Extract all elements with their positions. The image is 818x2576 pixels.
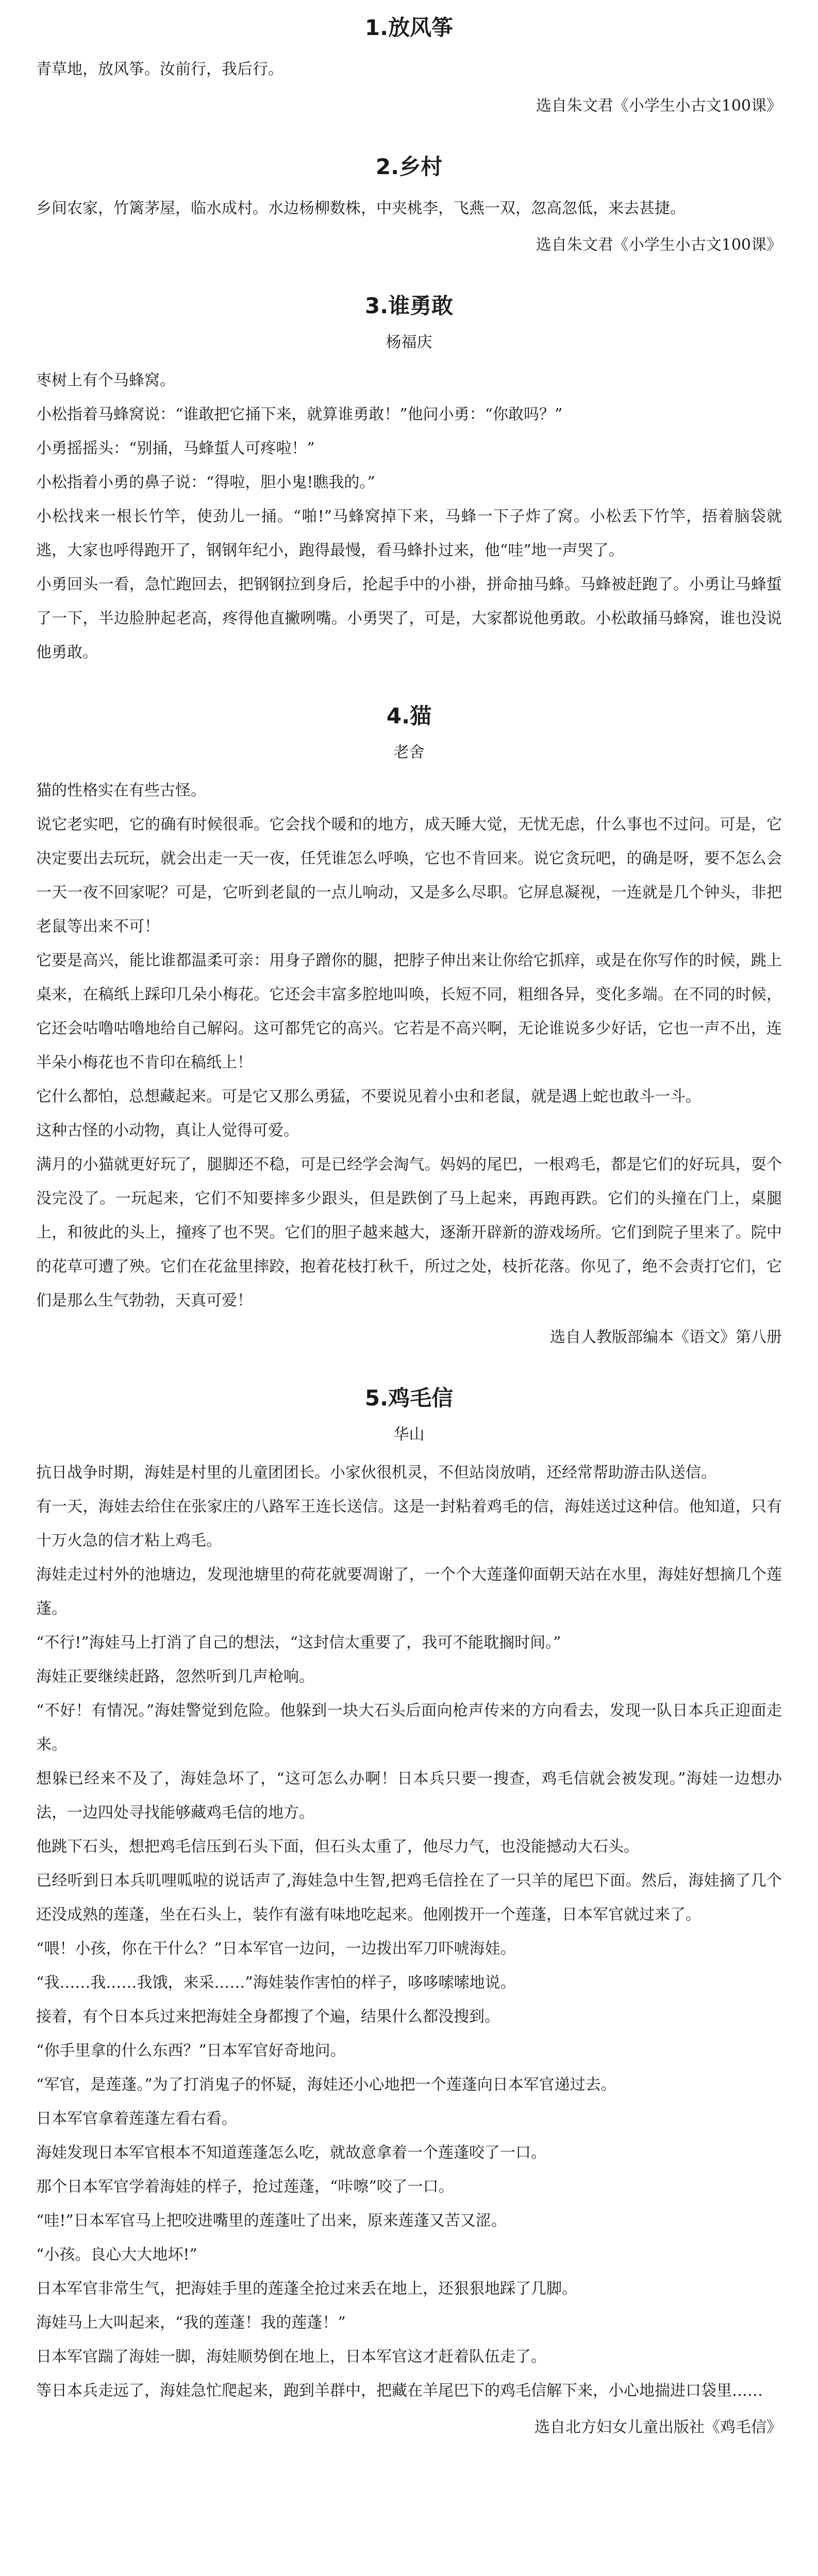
paragraph: “军官，是莲蓬。”为了打消鬼子的怀疑，海娃还小心地把一个莲蓬向日本军官递过去。: [36, 2076, 616, 2094]
paragraph: 青草地，放风筝。汝前行，我后行。: [36, 60, 283, 78]
paragraph: 日本军官非常生气，把海娃手里的莲蓬全抢过来丢在地上，还狠狠地踩了几脚。: [36, 2280, 577, 2298]
paragraph: 有一天，海娃去给住在张家庄的八路军王连长送信。这是一封粘着鸡毛的信，海娃送过这种信。他知道，只有十万火急的信才粘上鸡毛。: [36, 1498, 782, 1550]
paragraph: 小松找来一根长竹竿，使劲儿一捅。“啪!”马蜂窝掉下来，马蜂一下子炸了窝。小松丢下竹竿，捂着脑袋就逃，大家也呼得跑开了，钢钢年纪小，跑得最慢，看马蜂扑过来，他“哇”地一声哭了。: [36, 507, 782, 560]
paragraph: 小松指着马蜂窝说：“谁敢把它捅下来，就算谁勇敢！”他问小勇：“你敢吗？”: [36, 405, 563, 423]
source-citation: 选自人教版部编本《语文》第八册: [550, 1328, 782, 1346]
paragraph: 抗日战争时期，海娃是村里的儿童团团长。小家伙很机灵，不但站岗放哨，还经常帮助游击队送信。: [36, 1464, 716, 1482]
paragraph: “不好！有情况。”海娃警觉到危险。他躲到一块大石头后面向枪声传来的方向看去，发现一队日本兵正迎面走来。: [36, 1702, 782, 1754]
paragraph: 他跳下石头，想把鸡毛信压到石头下面，但石头太重了，他尽力气，也没能撼动大石头。: [36, 1838, 639, 1856]
paragraph: 小勇摇摇头：“别捅，马蜂蜇人可疼啦！”: [36, 439, 315, 457]
paragraph: “不行!”海娃马上打消了自己的想法，“这封信太重要了，我可不能耽搁时间。”: [36, 1634, 561, 1652]
paragraph: 小松指着小勇的鼻子说：“得啦，胆小鬼!瞧我的。”: [36, 473, 375, 492]
paragraph: 枣树上有个马蜂窝。: [36, 371, 175, 389]
paragraph: 满月的小猫就更好玩了，腿脚还不稳，可是已经学会淘气。妈妈的尾巴，一根鸡毛，都是它们的好玩具，耍个没完没了。一玩起来，它们不知要摔多少跟头，但是跌倒了马上起来，再跑再跌。它们的头撞在门上，桌腿上，和彼此的头上，撞疼了也不哭。它们的胆子越来越大，逐渐开辟新的游戏场所。它们到院子里来了。院中的花草可遭了殃。它们在花盆里摔跤，抱着花枝打秋千，所过之处，枝折花落。你见了，绝不会责打它们，它们是那么生气勃勃，天真可爱！: [36, 1156, 782, 1310]
paragraph: “小孩。良心大大地坏!”: [36, 2246, 197, 2264]
paragraph: 等日本兵走远了，海娃急忙爬起来，跑到羊群中，把藏在羊尾巴下的鸡毛信解下来，小心地揣进口袋里……: [36, 2382, 763, 2400]
paragraph: “哇!”日本军官马上把咬进嘴里的莲蓬吐了出来，原来莲蓬又苦又涩。: [36, 2212, 507, 2230]
source-citation: 选自北方妇女儿童出版社《鸡毛信》: [535, 2418, 782, 2436]
paragraph: 海娃正要继续赶路，忽然听到几声枪响。: [36, 1668, 314, 1686]
author-name: 老舍: [393, 743, 425, 761]
paragraph: 那个日本军官学着海娃的样子，抢过莲蓬，“咔嚓”咬了一口。: [36, 2178, 454, 2196]
paragraph: 这种古怪的小动物，真让人觉得可爱。: [36, 1122, 299, 1140]
section-fang-fengzheng: [36, 12, 782, 121]
paragraph: 海娃发现日本军官根本不知道莲蓬怎么吃，就故意拿着一个莲蓬咬了一口。: [36, 2144, 546, 2162]
section-title: 3.谁勇敢: [364, 293, 454, 318]
section-title: 1.放风筝: [364, 15, 454, 40]
section-title: 2.乡村: [375, 154, 443, 179]
paragraph: 乡间农家，竹篱茅屋，临水成村。水边杨柳数株，中夹桃李，飞燕一双，忽高忽低，来去甚捷。: [36, 199, 686, 217]
paragraph: 海娃走过村外的池塘边，发现池塘里的荷花就要凋谢了，一个个大莲蓬仰面朝天站在水里，海娃好想摘几个莲蓬。: [36, 1566, 782, 1618]
source-citation: 选自朱文君《小学生小古文100课》: [536, 236, 782, 254]
paragraph: 它什么都怕，总想藏起来。可是它又那么勇猛，不要说见着小虫和老鼠，就是遇上蛇也敢斗一斗。: [36, 1088, 701, 1106]
author-name: 华山: [393, 1426, 425, 1444]
paragraph: 想躲已经来不及了，海娃急坏了，“这可怎么办啊！日本兵只要一搜查，鸡毛信就会被发现。”海娃一边想办法，一边四处寻找能够藏鸡毛信的地方。: [36, 1770, 782, 1822]
author-name: 杨福庆: [386, 333, 432, 351]
paragraph: 它要是高兴，能比谁都温柔可亲：用身子蹭你的腿，把脖子伸出来让你给它抓痒，或是在你写作的时候，跳上桌来，在稿纸上踩印几朵小梅花。它还会丰富多腔地叫唤，长短不同，粗细各异，变化多端。在不同的时候，它还会咕噜咕噜地给自己解闷。这可都凭它的高兴。它若是不高兴啊，无论谁说多少好话，它也一声不出，连半朵小梅花也不肯印在稿纸上！: [36, 952, 782, 1072]
section-xiangcun: [36, 151, 782, 260]
paragraph: 接着，有个日本兵过来把海娃全身都搜了个遍，结果什么都没搜到。: [36, 2008, 500, 2026]
paragraph: 小勇回头一看，急忙跑回去，把钢钢拉到身后，抡起手中的小褂，拼命抽马蜂。马蜂被赶跑了。小勇让马蜂蜇了一下，半边脸肿起老高，疼得他直撇咧嘴。小勇哭了，可是，大家都说他勇敢。小松敢捅马蜂窝，谁也没说他勇敢。: [36, 575, 782, 662]
paragraph: “我……我……我饿，来采……”海娃装作害怕的样子，哆哆嗦嗦地说。: [36, 1974, 516, 1992]
section-title: 5.鸡毛信: [364, 1385, 454, 1411]
paragraph: “你手里拿的什么东西？”日本军官好奇地问。: [36, 2042, 346, 2060]
paragraph: 日本军官拿着莲蓬左看右看。: [36, 2110, 237, 2128]
paragraph: 已经听到日本兵叽哩呱啦的说话声了,海娃急中生智,把鸡毛信拴在了一只羊的尾巴下面。然后，海娃摘了几个还没成熟的莲蓬，坐在石头上，装作有滋有味地吃起来。他刚拨开一个莲蓬，日本军官就过来了。: [36, 1872, 782, 1924]
paragraph: 猫的性格实在有些古怪。: [36, 782, 206, 800]
paragraph: “喂！小孩，你在干什么？”日本军官一边问，一边拨出军刀吓唬海娃。: [36, 1940, 516, 1958]
paragraph: 日本军官踹了海娃一脚，海娃顺势倒在地上，日本军官这才赶着队伍走了。: [36, 2348, 546, 2366]
section-jimao-xin: [36, 1383, 782, 2442]
section-title: 4.猫: [386, 703, 432, 728]
section-mao: [36, 701, 782, 1352]
section-shei-yonggan: [36, 291, 782, 670]
source-citation: 选自朱文君《小学生小古文100课》: [536, 97, 782, 115]
paragraph: 海娃马上大叫起来，“我的莲蓬！我的莲蓬！”: [36, 2314, 346, 2332]
paragraph: 说它老实吧，它的确有时候很乖。它会找个暖和的地方，成天睡大觉，无忧无虑，什么事也不过问。可是，它决定要出去玩玩，就会出走一天一夜，任凭谁怎么呼唤，它也不肯回来。说它贪玩吧，的确是呀，要不怎么会一天一夜不回家呢？可是，它听到老鼠的一点儿响动，又是多么尽职。它屏息凝视，一连就是几个钟头，非把老鼠等出来不可！: [36, 816, 782, 936]
